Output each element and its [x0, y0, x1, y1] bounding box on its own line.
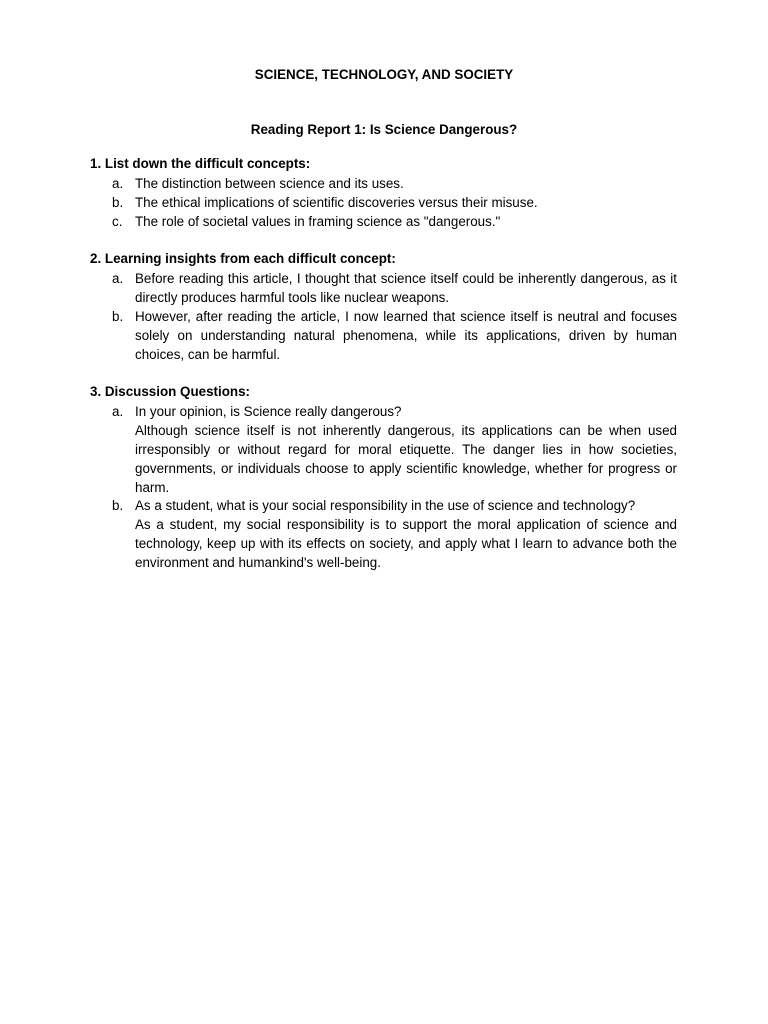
discussion-question: As a student, what is your social responsibility in the use of science and technology?: [135, 498, 636, 514]
list-marker: b.: [112, 194, 124, 210]
list-item-text: The ethical implications of scientific discoveries versus their misuse.: [135, 194, 538, 210]
insights-list: [90, 270, 677, 364]
document-body: [90, 155, 677, 592]
list-item: [90, 403, 677, 497]
list-item-text: The role of societal values in framing science as "dangerous.": [135, 213, 501, 229]
section-heading: 3. Discussion Questions:: [90, 384, 250, 400]
list-item-text: The distinction between science and its uses.: [135, 176, 404, 191]
discussion-answer: As a student, my social responsibility is to support the moral application of science and technology, keep up with its effects on society, and apply what I learn to advance both the environment and humankind's well-being.: [135, 517, 677, 570]
list-item-text: However, after reading the article, I now learned that science itself is neutral and focuses solely on understanding natural phenomena, while its applications, driven by human choices, can be harmful.: [135, 308, 677, 362]
discussion-answer: Although science itself is not inherently dangerous, its applications can be when used irresponsibly or without regard for moral etiquette. The danger lies in how societies, governments, or individuals choose to apply scientific knowledge, whether for progress or harm.: [135, 423, 677, 495]
document-title: SCIENCE, TECHNOLOGY, AND SOCIETY: [254, 67, 514, 82]
list-item: [90, 308, 677, 364]
list-marker: a.: [112, 404, 124, 420]
list-item: [90, 213, 677, 232]
discussion-list: [90, 403, 677, 572]
list-item: [90, 270, 677, 308]
concepts-list: [90, 175, 677, 231]
section-difficult-concepts: [90, 155, 677, 231]
discussion-item: [135, 403, 677, 497]
section-discussion-questions: [90, 383, 677, 572]
list-item: [90, 497, 677, 572]
list-item: [90, 175, 677, 194]
list-marker: b.: [112, 498, 124, 514]
document-subtitle: Reading Report 1: Is Science Dangerous?: [250, 122, 518, 137]
discussion-item: [135, 497, 677, 572]
list-marker: a.: [112, 271, 124, 287]
list-marker: c.: [112, 213, 123, 229]
list-marker: b.: [112, 308, 124, 324]
section-learning-insights: [90, 250, 677, 364]
list-marker: a.: [112, 176, 124, 191]
list-item: [90, 194, 677, 213]
section-heading: 1. List down the difficult concepts:: [90, 156, 311, 171]
discussion-question: In your opinion, is Science really dangerous?: [135, 404, 402, 420]
section-heading: 2. Learning insights from each difficult concept:: [90, 251, 396, 267]
list-item-text: Before reading this article, I thought that science itself could be inherently dangerous, as it directly produces harmful tools like nuclear weapons.: [135, 271, 677, 306]
